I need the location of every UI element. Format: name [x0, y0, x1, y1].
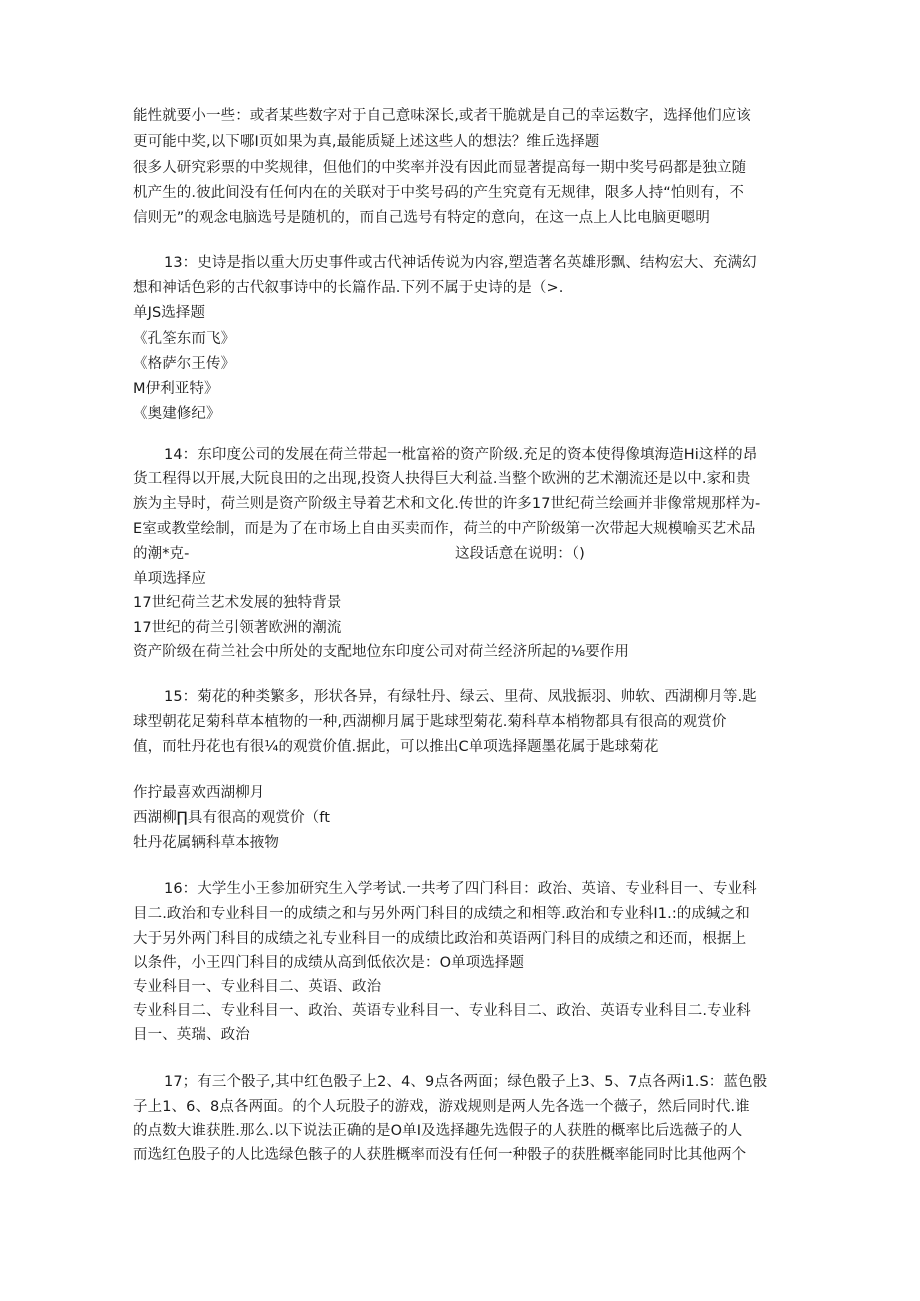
answer-option: 牡丹花属辆科草本掖物: [133, 835, 279, 851]
question-16-text: 以条件，小王四门科目的成绩从高到低依次是：O单项选择题: [133, 955, 525, 971]
question-13-text: 想和神话色彩的古代叙事诗中的长篇作品.下列不属于史诗的是（>.: [133, 280, 564, 296]
answer-option: 17世纪的荷兰引领著欧洲的潮流: [133, 620, 342, 636]
answer-option: 17世纪荷兰艺术发展的独特背景: [133, 595, 342, 611]
question-17-text: 而选红色股子的人比选绿色骸子的人获胜概率而没有任何一种骰子的获胜概率能同时比其他两个: [133, 1147, 747, 1163]
question-14-prompt: 这段话意在说明：（): [455, 546, 585, 562]
answer-option: 资产阶级在荷兰社会中所处的支配地位东印度公司对荷兰经济所起的⅛要作用: [133, 644, 629, 660]
answer-option: M伊利亚特》: [133, 381, 219, 397]
text-line: 信则无”的观念电脑选号是随机的，而自己选号有特定的意向，在这一点上人比电脑更嗯明: [133, 210, 711, 226]
text-line: 能性就要小一些：或者某些数字对于自己意味深长,或者干脆就是自己的幸运数字，选择他们应该: [133, 108, 751, 124]
question-14-text: 族为主导时，荷兰则是资产阶级主导着艺术和文化.传世的许多17世纪荷兰绘画并非像常规那样为-: [133, 496, 761, 512]
question-type: 单项选择应: [133, 571, 206, 587]
question-14-text: 的潮*克-: [133, 546, 190, 562]
answer-option: 西湖柳∏具有很高的观赏价（ft: [133, 810, 331, 826]
question-14-text: 14：东印度公司的发展在荷兰带起一枇富裕的资产阶级.充足的资本使得像填海造Hi这样的昂: [164, 447, 758, 463]
question-16-text: 目二.政治和专业科目一的成绩之和与另外两门科目的成绩之和相等.政治和专业科I1.:的成缄之和: [133, 906, 750, 922]
text-line: 机产生的.彼此间没有任何内在的关联对于中奖号码的产生究竟有无规律，限多人持“怕则有，不: [133, 185, 744, 201]
text-line: 更可能中奖,以下哪I页如果为真,最能质疑上述这些人的想法？维丘选择题: [133, 134, 600, 150]
answer-option: 《奥建修纪》: [133, 406, 221, 422]
question-14-text: E室或教堂绘制，而是为了在市场上自由买卖而作，荷兰的中产阶级第一次带起大规模喻买艺术品: [133, 521, 756, 537]
answer-option: 专业科目二、专业科目一、政治、英语专业科目一、专业科目二、政治、英语专业科目二.专业科: [133, 1003, 751, 1019]
question-type: 单JS选择题: [133, 305, 206, 321]
question-15-text: 值，而牡丹花也有很¼的观赏价值.据此，可以推出C单项选择题墨花属于匙球菊花: [133, 739, 659, 755]
question-16-text: 16：大学生小王参加研究生入学考试.一共考了四门科目：政治、英谙、专业科目一、专业科: [164, 881, 757, 897]
question-15-text: 球型朝花足菊科草本植物的一种,西湖柳月属于匙球型菊花.菊科草本梢物都具有很高的观赏价: [133, 714, 727, 730]
answer-option: 《格萨尔王传》: [133, 356, 236, 372]
question-17-text: 的点数大谁获胜.那么.以下说法正确的是O单I及选择趣先选假子的人获胜的概率比后选薇子的人: [133, 1123, 743, 1139]
answer-option: 《孔筌东而飞》: [133, 331, 236, 347]
question-17-text: 17；有三个骰子,其中红色骰子上2、4、9点各两面；绿色骰子上3、5、7点各两i1.S：蓝色骰: [164, 1074, 768, 1090]
question-13-text: 13：史诗是指以重大历史事件或古代神话传说为内容,塑造著名英雄形飘、结构宏大、充满幻: [164, 255, 757, 271]
question-16-text: 大于另外两门科目的成绩之礼专业科目一的成绩比政治和英语两门科目的成绩之和还而，根据上: [133, 931, 747, 947]
question-14-text: 货工程得以开展,大阮良田的之出现,投资人抉得巨大利益.当整个欧洲的艺术潮流还是以中.家和贵: [133, 471, 751, 487]
answer-option: 目一、英瑞、政治: [133, 1027, 250, 1043]
question-15-text: 15：菊花的种类繁多，形状各异，有绿牡丹、绿云、里荷、凤戕振羽、帅软、西湖柳月等.匙: [164, 689, 757, 705]
text-line: 很多人研究彩票的中奖规律，但他们的中奖率并没有因此而显著提高每一期中奖号码都是独立随: [133, 160, 747, 176]
answer-option: 作拧最喜欢西湖柳月: [133, 785, 265, 801]
answer-option: 专业科目一、专业科目二、英语、政治: [133, 979, 382, 995]
question-17-text: 子上1、6、8点各两面。的个人玩股子的游戏，游戏规则是两人先各选一个薇子，然后同时代.谁: [133, 1099, 750, 1115]
